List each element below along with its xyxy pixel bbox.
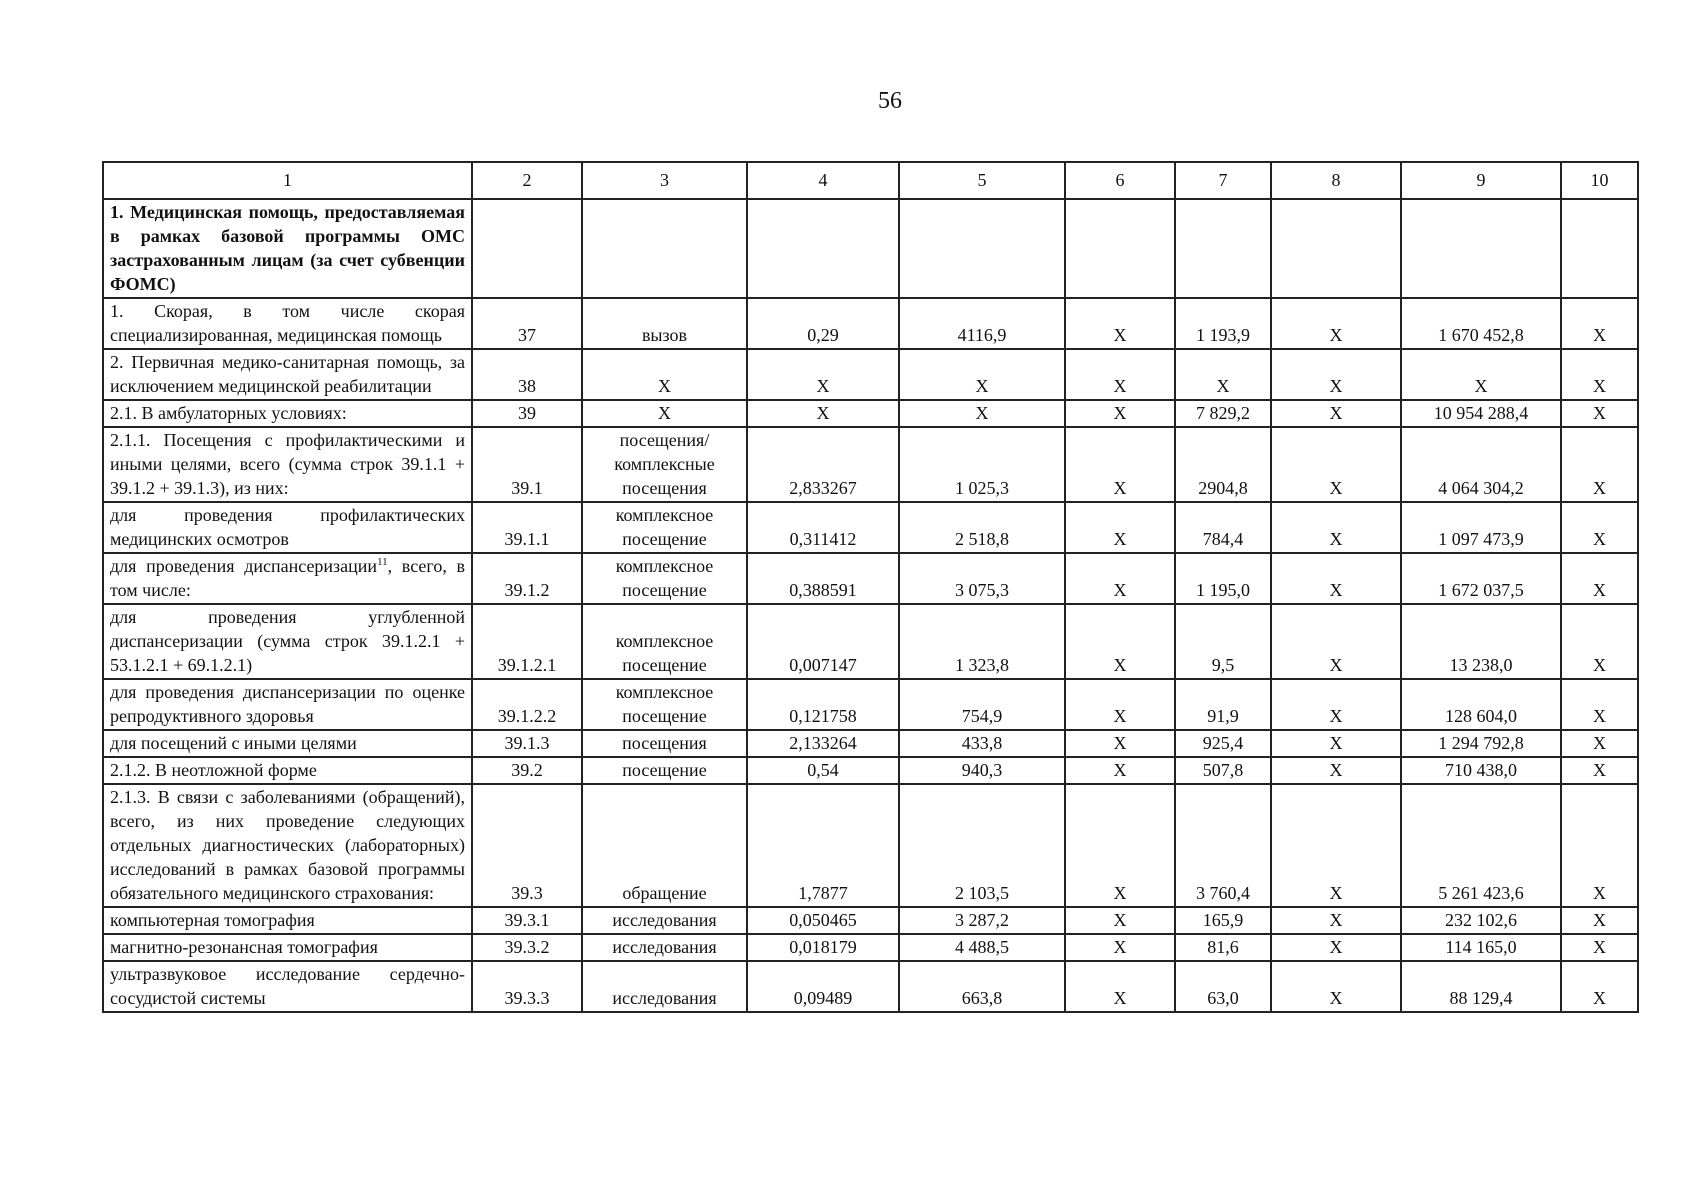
table-cell: 1 097 473,9 bbox=[1401, 502, 1561, 553]
table-row bbox=[103, 502, 1638, 553]
row-description-tail: , всего, в том числе: bbox=[110, 556, 465, 600]
row-description bbox=[103, 730, 472, 757]
table-cell: X bbox=[1065, 400, 1175, 427]
row-description bbox=[103, 784, 472, 907]
row-description-text: 2.1.2. В неотложной форме bbox=[110, 760, 317, 780]
table-cell: 10 954 288,4 bbox=[1401, 400, 1561, 427]
table-cell: 39.1 bbox=[472, 427, 582, 502]
table-cell bbox=[582, 199, 747, 298]
table-row bbox=[103, 604, 1638, 679]
table-cell: 0,018179 bbox=[747, 934, 899, 961]
table-cell: X bbox=[1561, 934, 1638, 961]
table-cell: 7 829,2 bbox=[1175, 400, 1271, 427]
table-cell: 0,007147 bbox=[747, 604, 899, 679]
table-cell bbox=[899, 199, 1065, 298]
table-cell: посещение bbox=[582, 757, 747, 784]
row-description bbox=[103, 604, 472, 679]
table-cell: 39.3.3 bbox=[472, 961, 582, 1012]
table-cell: X bbox=[1561, 400, 1638, 427]
table-cell: X bbox=[1065, 679, 1175, 730]
table-cell: 128 604,0 bbox=[1401, 679, 1561, 730]
table-cell: 3 287,2 bbox=[899, 907, 1065, 934]
table-cell: X bbox=[1271, 757, 1401, 784]
table-cell: X bbox=[1561, 502, 1638, 553]
table-cell: исследования bbox=[582, 907, 747, 934]
table-cell: 1 195,0 bbox=[1175, 553, 1271, 604]
table-cell: 165,9 bbox=[1175, 907, 1271, 934]
table-cell: X bbox=[1065, 730, 1175, 757]
table-cell: комплексное посещение bbox=[582, 502, 747, 553]
table-cell: 925,4 bbox=[1175, 730, 1271, 757]
table-cell: 4 064 304,2 bbox=[1401, 427, 1561, 502]
table-cell: X bbox=[1561, 679, 1638, 730]
table-cell: 39.1.3 bbox=[472, 730, 582, 757]
table-cell: X bbox=[1065, 349, 1175, 400]
table-cell bbox=[1271, 199, 1401, 298]
column-number: 9 bbox=[1401, 162, 1561, 199]
column-number-row bbox=[103, 162, 1638, 199]
table-cell: 0,311412 bbox=[747, 502, 899, 553]
table-cell: исследования bbox=[582, 934, 747, 961]
row-description-text: для проведения углубленной диспансеризации (сумма строк 39.1.2.1 + 53.1.2.1 + 69.1.2.1) bbox=[110, 607, 465, 675]
table-row bbox=[103, 730, 1638, 757]
table-cell: X bbox=[1271, 427, 1401, 502]
row-description-text: 2.1.3. В связи с заболеваниями (обращений), всего, из них проведение следующих отдельных диагностических (лабораторных) исследований в рамках базовой программы обязательного медицинского страхования: bbox=[110, 787, 465, 903]
table-cell: 754,9 bbox=[899, 679, 1065, 730]
row-description-text: компьютерная томография bbox=[110, 910, 315, 930]
table-cell: X bbox=[1561, 604, 1638, 679]
table-cell: X bbox=[1065, 961, 1175, 1012]
table-cell: X bbox=[1561, 298, 1638, 349]
row-description-text: 2.1.1. Посещения с профилактическими и иными целями, всего (сумма строк 39.1.1 + 39.1.2 + 39.1.3), из них: bbox=[110, 430, 465, 498]
table-cell: 91,9 bbox=[1175, 679, 1271, 730]
table-cell: X bbox=[899, 400, 1065, 427]
table-row bbox=[103, 553, 1638, 604]
row-description bbox=[103, 907, 472, 934]
table-cell: X bbox=[1065, 784, 1175, 907]
table-cell: 9,5 bbox=[1175, 604, 1271, 679]
table-cell: 0,54 bbox=[747, 757, 899, 784]
table-cell: 4116,9 bbox=[899, 298, 1065, 349]
table-cell: X bbox=[1271, 298, 1401, 349]
table-cell: X bbox=[1561, 553, 1638, 604]
table-cell: 232 102,6 bbox=[1401, 907, 1561, 934]
table-cell: X bbox=[1065, 604, 1175, 679]
table-cell: 39.1.1 bbox=[472, 502, 582, 553]
table-cell: 1 025,3 bbox=[899, 427, 1065, 502]
row-description-text: для проведения диспансеризации bbox=[110, 556, 378, 576]
row-description-text: для проведения профилактических медицинских осмотров bbox=[110, 505, 465, 549]
table-cell: 39.1.2 bbox=[472, 553, 582, 604]
table-cell: 1,7877 bbox=[747, 784, 899, 907]
row-description-text: 2.1. В амбулаторных условиях: bbox=[110, 403, 347, 423]
table-cell: 2,833267 bbox=[747, 427, 899, 502]
table-cell: 507,8 bbox=[1175, 757, 1271, 784]
row-description bbox=[103, 553, 472, 604]
table-row bbox=[103, 349, 1638, 400]
table-cell: X bbox=[1271, 730, 1401, 757]
row-description bbox=[103, 961, 472, 1012]
table-row bbox=[103, 907, 1638, 934]
table-cell: 39.1.2.1 bbox=[472, 604, 582, 679]
page-number: 56 bbox=[878, 88, 902, 114]
table-cell: X bbox=[1271, 349, 1401, 400]
row-description bbox=[103, 757, 472, 784]
table-cell: X bbox=[1271, 400, 1401, 427]
table-cell: X bbox=[1065, 427, 1175, 502]
table-cell: 13 238,0 bbox=[1401, 604, 1561, 679]
column-number: 4 bbox=[747, 162, 899, 199]
table-cell: X bbox=[1271, 604, 1401, 679]
table-cell: 3 760,4 bbox=[1175, 784, 1271, 907]
table-cell: X bbox=[1065, 502, 1175, 553]
table-cell: X bbox=[1175, 349, 1271, 400]
column-number: 5 bbox=[899, 162, 1065, 199]
table-cell: 3 075,3 bbox=[899, 553, 1065, 604]
table-row bbox=[103, 400, 1638, 427]
table-cell: X bbox=[1065, 553, 1175, 604]
table-cell: 0,29 bbox=[747, 298, 899, 349]
table-cell: 710 438,0 bbox=[1401, 757, 1561, 784]
table-cell: X bbox=[1271, 907, 1401, 934]
table-cell: 2904,8 bbox=[1175, 427, 1271, 502]
table-cell: 63,0 bbox=[1175, 961, 1271, 1012]
table-cell bbox=[472, 199, 582, 298]
column-number: 6 bbox=[1065, 162, 1175, 199]
table-cell: 1 323,8 bbox=[899, 604, 1065, 679]
table-cell bbox=[1401, 199, 1561, 298]
table-cell: 5 261 423,6 bbox=[1401, 784, 1561, 907]
table-cell: X bbox=[747, 400, 899, 427]
table-cell: 1 672 037,5 bbox=[1401, 553, 1561, 604]
table-cell: X bbox=[1271, 934, 1401, 961]
row-description-text: магнитно-резонансная томография bbox=[110, 937, 378, 957]
table-row bbox=[103, 961, 1638, 1012]
row-description-text: 1. Скорая, в том числе скорая специализированная, медицинская помощь bbox=[110, 301, 465, 345]
table-cell: посещения/ комплексные посещения bbox=[582, 427, 747, 502]
table-cell: X bbox=[1561, 907, 1638, 934]
table-cell: 39.3.2 bbox=[472, 934, 582, 961]
table-cell bbox=[1175, 199, 1271, 298]
table-cell: 2 103,5 bbox=[899, 784, 1065, 907]
table-cell bbox=[1065, 199, 1175, 298]
table-cell: X bbox=[1065, 298, 1175, 349]
column-number: 3 bbox=[582, 162, 747, 199]
table-cell: X bbox=[747, 349, 899, 400]
table-cell: X bbox=[1065, 907, 1175, 934]
row-description-text: для проведения диспансеризации по оценке репродуктивного здоровья bbox=[110, 682, 465, 726]
table-cell: X bbox=[1561, 349, 1638, 400]
table-cell bbox=[1561, 199, 1638, 298]
table-cell: 1 670 452,8 bbox=[1401, 298, 1561, 349]
table-cell: 38 bbox=[472, 349, 582, 400]
row-description bbox=[103, 502, 472, 553]
table-cell: 2,133264 bbox=[747, 730, 899, 757]
row-description-text: ультразвуковое исследование сердечно-сосудистой системы bbox=[110, 964, 465, 1008]
row-description bbox=[103, 400, 472, 427]
column-number: 10 bbox=[1561, 162, 1638, 199]
row-description bbox=[103, 349, 472, 400]
table-cell: 81,6 bbox=[1175, 934, 1271, 961]
table-cell: X bbox=[899, 349, 1065, 400]
table-cell: 433,8 bbox=[899, 730, 1065, 757]
table-cell: X bbox=[582, 349, 747, 400]
table-cell: 39.3.1 bbox=[472, 907, 582, 934]
table-cell: 39.2 bbox=[472, 757, 582, 784]
row-description bbox=[103, 427, 472, 502]
table-cell: X bbox=[1561, 961, 1638, 1012]
table-row bbox=[103, 298, 1638, 349]
table-cell: X bbox=[1271, 553, 1401, 604]
table-cell: вызов bbox=[582, 298, 747, 349]
table-cell: комплексное посещение bbox=[582, 604, 747, 679]
table-cell: X bbox=[1271, 961, 1401, 1012]
table-cell: 0,121758 bbox=[747, 679, 899, 730]
table-cell: 784,4 bbox=[1175, 502, 1271, 553]
table-cell: исследования bbox=[582, 961, 747, 1012]
table-cell: 2 518,8 bbox=[899, 502, 1065, 553]
table-cell: комплексное посещение bbox=[582, 553, 747, 604]
table-cell: посещения bbox=[582, 730, 747, 757]
table-cell: 39 bbox=[472, 400, 582, 427]
column-number: 7 bbox=[1175, 162, 1271, 199]
section-title-row bbox=[103, 199, 1638, 298]
table-cell: 0,050465 bbox=[747, 907, 899, 934]
table-cell: X bbox=[1271, 679, 1401, 730]
column-number: 8 bbox=[1271, 162, 1401, 199]
table-cell: X bbox=[1561, 427, 1638, 502]
table-cell: X bbox=[1065, 934, 1175, 961]
footnote-ref: 11 bbox=[377, 556, 388, 568]
table-cell: 940,3 bbox=[899, 757, 1065, 784]
table-cell: комплексное посещение bbox=[582, 679, 747, 730]
table-cell: 0,388591 bbox=[747, 553, 899, 604]
table-row bbox=[103, 427, 1638, 502]
row-description bbox=[103, 934, 472, 961]
table-cell: 88 129,4 bbox=[1401, 961, 1561, 1012]
table-cell: 37 bbox=[472, 298, 582, 349]
row-description bbox=[103, 298, 472, 349]
table-cell: 39.3 bbox=[472, 784, 582, 907]
table-cell: X bbox=[1561, 784, 1638, 907]
row-description-text: для посещений с иными целями bbox=[110, 733, 357, 753]
table-row bbox=[103, 757, 1638, 784]
table-cell: 663,8 bbox=[899, 961, 1065, 1012]
row-description bbox=[103, 679, 472, 730]
table-cell: 39.1.2.2 bbox=[472, 679, 582, 730]
table-cell: X bbox=[1271, 784, 1401, 907]
table-cell: обращение bbox=[582, 784, 747, 907]
table-cell: 114 165,0 bbox=[1401, 934, 1561, 961]
table-row bbox=[103, 934, 1638, 961]
table-cell: X bbox=[1561, 757, 1638, 784]
table-cell: X bbox=[1401, 349, 1561, 400]
table-cell: X bbox=[582, 400, 747, 427]
table-cell: X bbox=[1271, 502, 1401, 553]
table-cell: 1 294 792,8 bbox=[1401, 730, 1561, 757]
section-title: 1. Медицинская помощь, предоставляемая в рамках базовой программы ОМС застрахованным лицам (за счет субвенции ФОМС) bbox=[103, 199, 472, 298]
row-description-text: 2. Первичная медико-санитарная помощь, за исключением медицинской реабилитации bbox=[110, 352, 465, 396]
funding-table bbox=[102, 161, 1639, 1013]
table-cell bbox=[747, 199, 899, 298]
table-row bbox=[103, 784, 1638, 907]
table-cell: X bbox=[1561, 730, 1638, 757]
table-cell: X bbox=[1065, 757, 1175, 784]
column-number: 1 bbox=[103, 162, 472, 199]
table-cell: 0,09489 bbox=[747, 961, 899, 1012]
column-number: 2 bbox=[472, 162, 582, 199]
table-cell: 4 488,5 bbox=[899, 934, 1065, 961]
table-cell: 1 193,9 bbox=[1175, 298, 1271, 349]
table-row bbox=[103, 679, 1638, 730]
